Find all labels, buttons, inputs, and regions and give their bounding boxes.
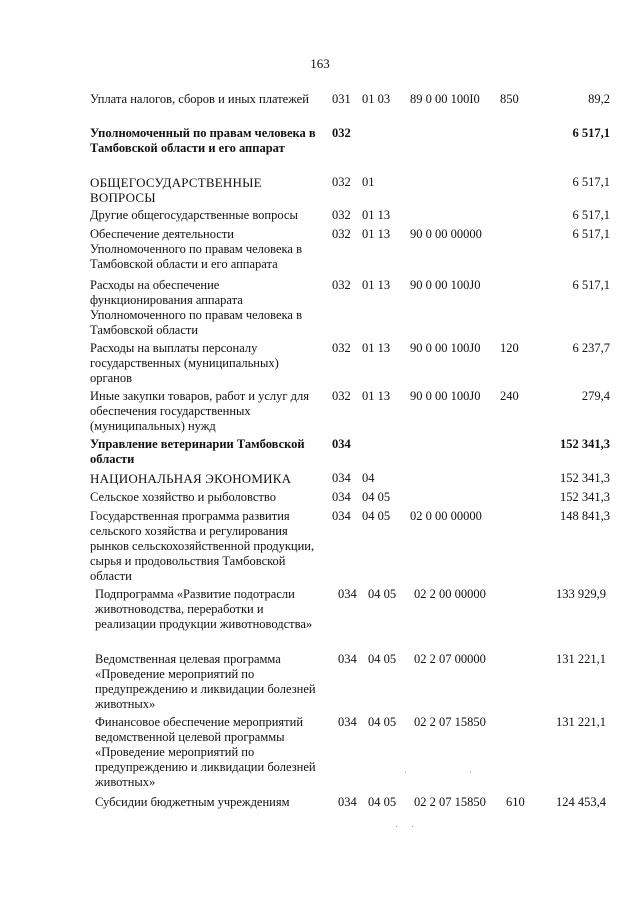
scan-speck (470, 772, 471, 773)
row-section-code: 04 05 (368, 587, 397, 601)
row-name: Финансовое обеспечение мероприятий ведомственной целевой программы «Проведение мероприятий по предупреждению и ликвидации болезней животных» (95, 715, 316, 789)
row-sum: 152 341,3 (560, 471, 610, 485)
row-sum: 133 929,9 (556, 587, 606, 601)
row-admin-code: 034 (338, 587, 357, 601)
row-name: Расходы на выплаты персоналу государственных (муниципальных) органов (90, 341, 279, 385)
row-target-code: 02 2 07 15850 (414, 715, 486, 729)
row-section-code: 01 13 (362, 227, 391, 241)
row-section-code: 01 13 (362, 278, 391, 292)
row-name: Ведомственная целевая программа «Проведение мероприятий по предупреждению и ликвидации болезней животных» (95, 652, 316, 711)
row-section-code: 04 05 (362, 509, 391, 523)
row-admin-code: 032 (332, 227, 351, 241)
row-expense-type: 610 (506, 795, 525, 809)
row-sum: 152 341,3 (560, 437, 610, 451)
row-expense-type: 240 (500, 389, 519, 403)
row-name: Другие общегосударственные вопросы (90, 208, 298, 222)
row-admin-code: 034 (332, 490, 351, 504)
row-expense-type: 850 (500, 92, 519, 106)
row-sum: 6 517,1 (572, 208, 610, 222)
row-target-code: 02 2 00 00000 (414, 587, 486, 601)
row-sum: 152 341,3 (560, 490, 610, 504)
row-section-code: 01 13 (362, 208, 391, 222)
row-expense-type: 120 (500, 341, 519, 355)
scan-speck (412, 826, 413, 827)
row-name: Государственная программа развития сельского хозяйства и регулирования рынков сельскохозяйственной продукции, сырья и продовольствия Тамбовской области (90, 509, 315, 583)
row-sum: 6 517,1 (572, 126, 610, 140)
row-name: ОБЩЕГОСУДАРСТВЕННЫЕ ВОПРОСЫ (90, 175, 262, 205)
row-target-code: 90 0 00 100J0 (410, 389, 481, 403)
row-admin-code: 031 (332, 92, 351, 106)
scan-speck (396, 826, 397, 827)
row-sum: 89,2 (588, 92, 610, 106)
row-sum: 6 517,1 (572, 227, 610, 241)
row-admin-code: 034 (332, 437, 351, 451)
row-section-code: 01 (362, 175, 375, 189)
row-target-code: 89 0 00 100I0 (410, 92, 480, 106)
row-target-code: 02 2 07 15850 (414, 795, 486, 809)
row-admin-code: 032 (332, 208, 351, 222)
row-name: Подпрограмма «Развитие подотрасли животноводства, переработки и реализации продукции животноводства» (95, 587, 313, 631)
row-name: Сельское хозяйство и рыболовство (90, 490, 276, 504)
row-admin-code: 034 (332, 471, 351, 485)
row-target-code: 90 0 00 100J0 (410, 278, 481, 292)
row-sum: 148 841,3 (560, 509, 610, 523)
row-admin-code: 034 (332, 509, 351, 523)
row-admin-code: 034 (338, 795, 357, 809)
row-sum: 279,4 (581, 389, 610, 403)
row-name: НАЦИОНАЛЬНАЯ ЭКОНОМИКА (90, 471, 292, 486)
row-name: Уполномоченный по правам человека в Тамбовской области и его аппарат (90, 126, 316, 155)
row-target-code: 02 0 00 00000 (410, 509, 482, 523)
row-sum: 6 517,1 (572, 175, 610, 189)
row-admin-code: 034 (338, 715, 357, 729)
row-sum: 6 237,7 (572, 341, 610, 355)
scan-speck (405, 772, 406, 773)
row-sum: 6 517,1 (572, 278, 610, 292)
row-name: Управление ветеринарии Тамбовской области (90, 437, 305, 466)
row-name: Иные закупки товаров, работ и услуг для обеспечения государственных (муниципальных) нужд (90, 389, 310, 433)
row-admin-code: 032 (332, 175, 351, 189)
row-target-code: 90 0 00 00000 (410, 227, 482, 241)
page-number: 163 (310, 56, 330, 71)
row-name: Обеспечение деятельности Уполномоченного по правам человека в Тамбовской области и его аппарата (90, 227, 302, 271)
row-name: Уплата налогов, сборов и иных платежей (90, 92, 309, 106)
row-admin-code: 034 (338, 652, 357, 666)
row-section-code: 04 05 (368, 795, 397, 809)
row-section-code: 01 13 (362, 389, 391, 403)
row-target-code: 90 0 00 100J0 (410, 341, 481, 355)
row-section-code: 04 (362, 471, 375, 485)
row-admin-code: 032 (332, 278, 351, 292)
row-section-code: 01 03 (362, 92, 391, 106)
row-name: Расходы на обеспечение функционирования аппарата Уполномоченного по правам человека в Тамбовской области (90, 278, 302, 337)
row-section-code: 04 05 (362, 490, 391, 504)
row-admin-code: 032 (332, 341, 351, 355)
row-admin-code: 032 (332, 389, 351, 403)
row-sum: 131 221,1 (556, 715, 606, 729)
row-sum: 131 221,1 (556, 652, 606, 666)
row-admin-code: 032 (332, 126, 351, 140)
row-section-code: 04 05 (368, 715, 397, 729)
row-target-code: 02 2 07 00000 (414, 652, 486, 666)
row-section-code: 04 05 (368, 652, 397, 666)
row-section-code: 01 13 (362, 341, 391, 355)
row-name: Субсидии бюджетным учреждениям (95, 795, 290, 809)
row-sum: 124 453,4 (556, 795, 606, 809)
